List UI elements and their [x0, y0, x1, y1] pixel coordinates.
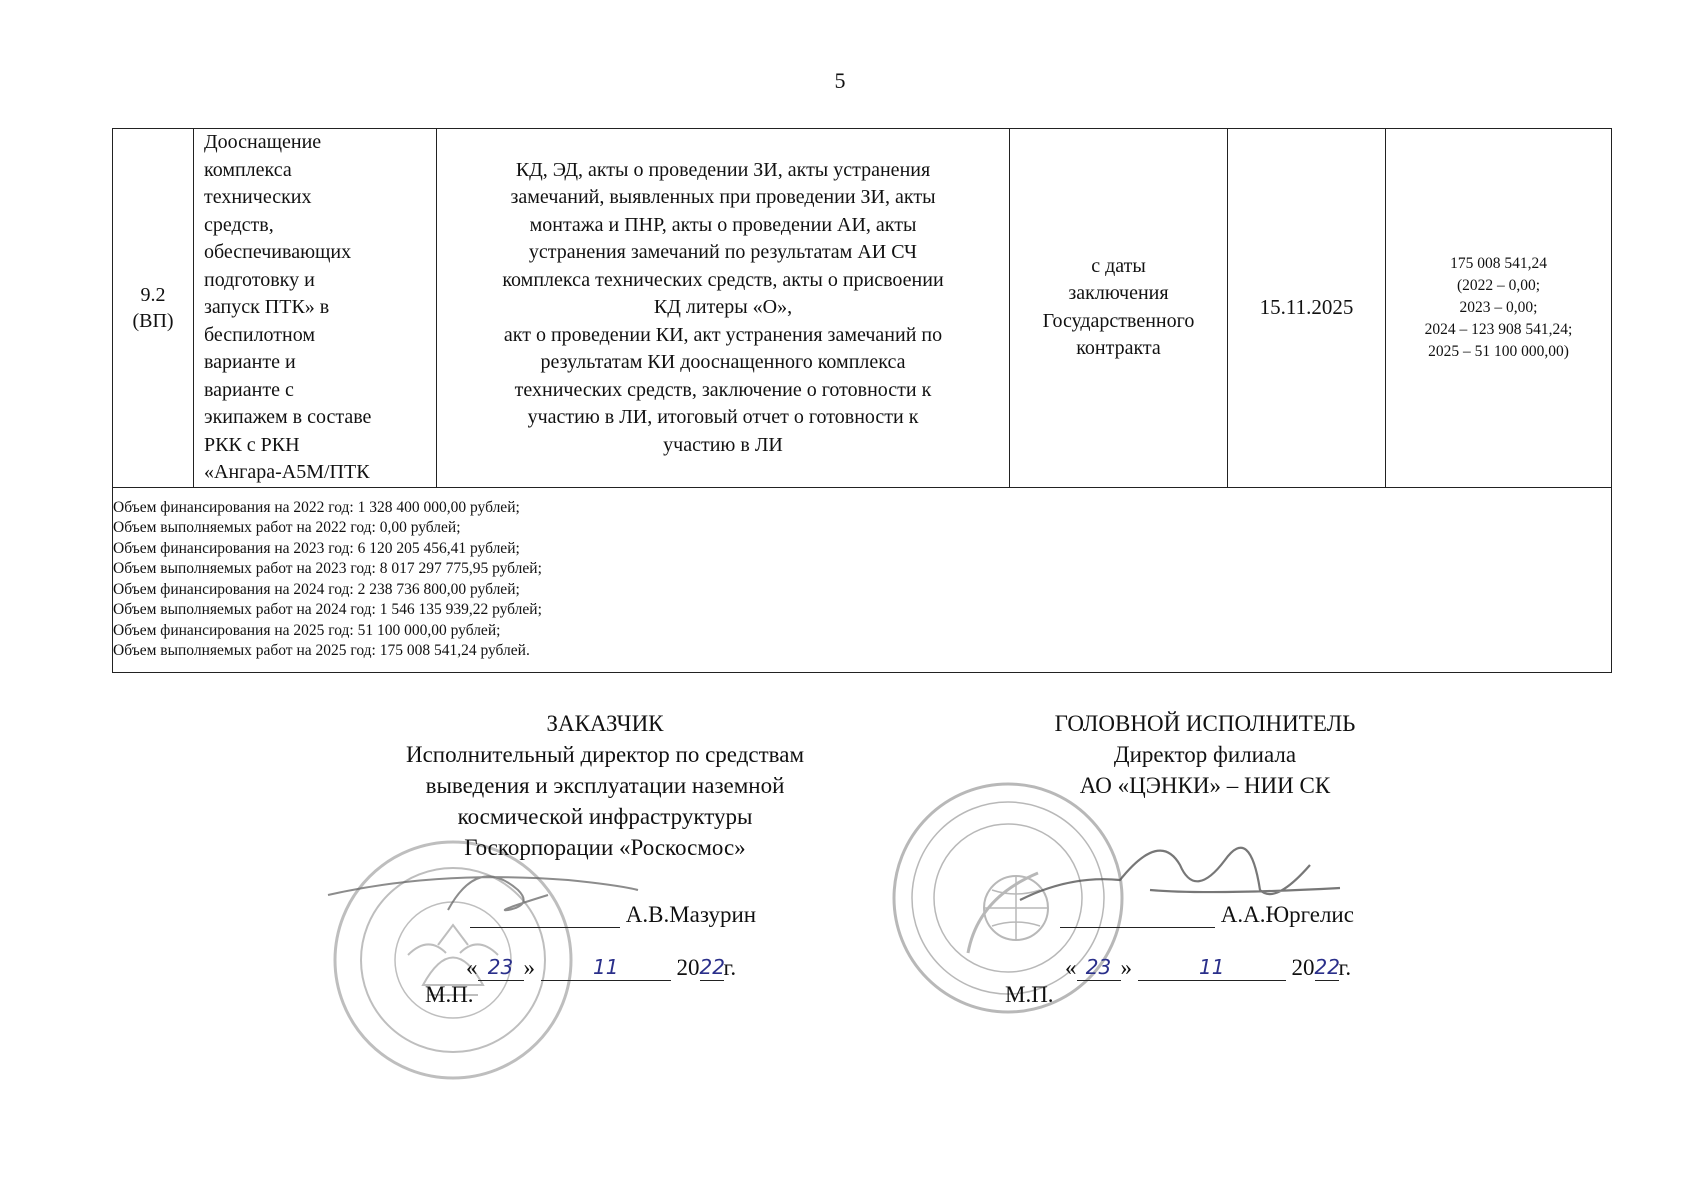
cost-cell [1386, 129, 1612, 488]
customer-date-line: « 23 » 11 2022г. [466, 955, 737, 980]
report-docs [437, 157, 1009, 460]
stage-name [204, 129, 432, 487]
text-line: технических средств, заключение о готовности к [514, 378, 932, 401]
report-docs-cell [437, 129, 1010, 488]
contractor-date-line: « 23 » 11 2022г. [1065, 955, 1352, 980]
stage-code: (ВП) [132, 309, 174, 332]
financing-line: Объем выполняемых работ на 2025 год: 175 008 541,24 рублей. [113, 642, 530, 659]
text-line: акт о проведении КИ, акт устранения замечаний по [503, 323, 943, 346]
text-line: Дооснащение [204, 131, 322, 153]
text-line: средств, [204, 213, 274, 236]
text-line: результатам КИ дооснащенного комплекса [540, 351, 906, 373]
text-line: 175 008 541,24 [1450, 254, 1547, 272]
cost-breakdown [1386, 253, 1611, 363]
customer-stamp-label: М.П. [425, 982, 474, 1007]
text-line: Государственного [1042, 309, 1195, 332]
text-line: АО «ЦЭНКИ» – НИИ СК [1079, 773, 1331, 798]
end-date-cell [1228, 129, 1386, 488]
text-line: Директор филиала [1113, 742, 1297, 767]
text-line: комплекса [204, 158, 292, 181]
contractor-month: 11 [1199, 955, 1225, 979]
text-line: варианте с [204, 378, 294, 401]
text-line: выведения и эксплуатации наземной [425, 773, 785, 798]
financing-line: Объем финансирования на 2024 год: 2 238 736 800,00 рублей; [113, 580, 520, 598]
contractor-signature-block [995, 708, 1415, 801]
contractor-day: 23 [1085, 955, 1112, 979]
text-line: контракта [1076, 337, 1161, 360]
financing-line: Объем финансирования на 2025 год: 51 100 000,00 рублей; [113, 621, 501, 639]
text-line: космической инфраструктуры [457, 804, 753, 829]
financing-line: Объем финансирования на 2023 год: 6 120 205 456,41 рублей; [113, 539, 520, 557]
customer-signature-block [355, 708, 855, 863]
financing-line: Объем финансирования на 2022 год: 1 328 400 000,00 рублей; [113, 498, 520, 516]
customer-day: 23 [487, 955, 514, 979]
financing-row [113, 487, 1612, 672]
customer-title: ЗАКАЗЧИК [546, 711, 664, 736]
text-line: КД, ЭД, акты о проведении ЗИ, акты устранения [515, 158, 931, 181]
contractor-signer: А.А.Юргелис [1220, 902, 1354, 927]
contractor-title: ГОЛОВНОЙ ИСПОЛНИТЕЛЬ [1054, 711, 1356, 736]
text-line: 2023 – 0,00; [1459, 298, 1538, 316]
text-line: экипажем в составе [204, 406, 372, 428]
text-line: запуск ПТК» в [204, 296, 330, 318]
start-date [1010, 253, 1227, 363]
financing-line: Объем выполняемых работ на 2023 год: 8 017 297 775,95 рублей; [113, 560, 542, 577]
financing-line: Объем выполняемых работ на 2024 год: 1 546 135 939,22 рублей; [113, 601, 542, 618]
text-line: 2024 – 123 908 541,24; [1424, 320, 1573, 338]
text-line: участию в ЛИ, итоговый отчет о готовности к [527, 406, 919, 428]
text-line: Исполнительный директор по средствам [405, 742, 804, 767]
text-line: подготовку и [204, 268, 315, 291]
table-row [113, 129, 1612, 488]
contractor-year: 22 [1314, 955, 1340, 979]
customer-signer: А.В.Мазурин [625, 902, 757, 927]
stage-name-cell [194, 129, 437, 488]
text-line: комплекса технических средств, акты о присвоении [502, 268, 944, 291]
contractor-signature-icon [1010, 820, 1350, 930]
text-line: «Ангара-А5М/ПТК [204, 461, 370, 483]
text-line: КД литеры «О», [653, 296, 793, 318]
text-line: РКК с РКН [204, 433, 300, 456]
page-number: 5 [834, 68, 846, 93]
work-stage-table [112, 128, 1612, 673]
customer-month: 11 [593, 955, 619, 979]
text-line: заключения [1068, 282, 1169, 305]
text-line: обеспечивающих [204, 241, 352, 263]
start-date-cell [1010, 129, 1228, 488]
customer-signature-icon [318, 850, 648, 940]
text-line: (2022 – 0,00; [1456, 276, 1541, 294]
stage-number: 9.2 [140, 283, 166, 306]
text-line: Госкорпорации «Роскосмос» [464, 835, 746, 860]
text-line: 2025 – 51 100 000,00) [1428, 342, 1569, 360]
text-line: технических [204, 186, 312, 208]
text-line: монтажа и ПНР, акты о проведении АИ, акты [529, 213, 917, 236]
text-line: беспилотном [204, 323, 316, 346]
text-line: варианте и [204, 351, 296, 373]
customer-year: 22 [699, 955, 725, 979]
stage-number-cell [113, 129, 194, 488]
text-line: замечаний, выявленных при проведении ЗИ, акты [510, 186, 936, 208]
text-line: устранения замечаний по результатам АИ СЧ [528, 241, 918, 263]
contractor-position [995, 739, 1415, 801]
end-date: 15.11.2025 [1259, 295, 1354, 320]
financing-line: Объем выполняемых работ на 2022 год: 0,00 рублей; [113, 519, 461, 536]
financing-summary [113, 487, 1612, 672]
text-line: с даты [1091, 254, 1146, 277]
text-line: участию в ЛИ [663, 433, 783, 456]
contractor-stamp-label: М.П. [1005, 982, 1054, 1007]
customer-position [355, 739, 855, 863]
